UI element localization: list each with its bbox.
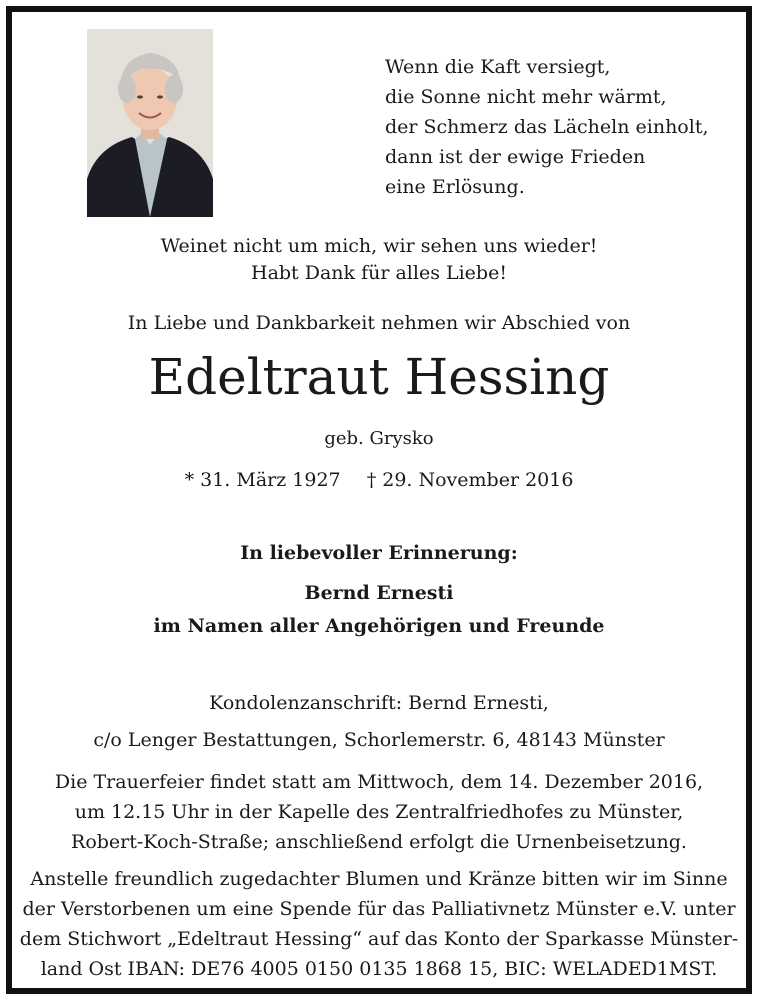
mourner-name: Bernd Ernesti: [304, 582, 454, 604]
funeral-info-line: Robert-Koch-Straße; anschließend erfolgt die Urnenbeisetzung.: [71, 831, 687, 853]
poem-line: der Schmerz das Lächeln einholt,: [385, 116, 709, 138]
born-name: geb. Grysko: [324, 428, 434, 449]
funeral-info: [12, 767, 746, 857]
birth-date: * 31. März 1927: [184, 469, 341, 491]
farewell-intro: In Liebe und Dankbarkeit nehmen wir Abschied von: [127, 312, 631, 334]
poem-line: eine Erlösung.: [385, 176, 525, 198]
poem-line: die Sonne nicht mehr wärmt,: [385, 86, 667, 108]
donation-line: Anstelle freundlich zugedachter Blumen und Kränze bitten wir im Sinne: [30, 868, 728, 890]
donation-request: [12, 864, 746, 984]
portrait-photo: [87, 29, 213, 217]
condolence-address-line-2: c/o Lenger Bestattungen, Schorlemerstr. 6, 48143 Münster: [93, 729, 665, 751]
life-dates: [12, 469, 746, 491]
funeral-info-line: Die Trauerfeier findet statt am Mittwoch, dem 14. Dezember 2016,: [54, 771, 704, 793]
death-date: † 29. November 2016: [366, 469, 574, 491]
poem-line: dann ist der ewige Frieden: [385, 146, 646, 168]
quote-line-1: Weinet nicht um mich, wir sehen uns wieder!: [160, 235, 598, 257]
donation-line: der Verstorbenen um eine Spende für das Palliativnetz Münster e.V. unter: [22, 898, 736, 920]
on-behalf-line: im Namen aller Angehörigen und Freunde: [153, 615, 605, 637]
portrait-image: [87, 29, 213, 217]
donation-line: dem Stichwort „Edeltraut Hessing“ auf das Konto der Sparkasse Münster-: [19, 928, 739, 950]
obituary-notice: [6, 6, 752, 994]
deceased-name: Edeltraut Hessing: [148, 348, 610, 406]
poem-line: Wenn die Kaft versiegt,: [385, 56, 611, 78]
poem: [385, 52, 725, 202]
condolence-address-line-1: Kondolenzanschrift: Bernd Ernesti,: [209, 692, 549, 714]
quote-line-2: Habt Dank für alles Liebe!: [251, 262, 507, 284]
funeral-info-line: um 12.15 Uhr in der Kapelle des Zentralfriedhofes zu Münster,: [74, 801, 684, 823]
memory-heading: In liebevoller Erinnerung:: [240, 542, 518, 564]
donation-line: land Ost IBAN: DE76 4005 0150 0135 1868 15, BIC: WELADED1MST.: [40, 958, 718, 980]
